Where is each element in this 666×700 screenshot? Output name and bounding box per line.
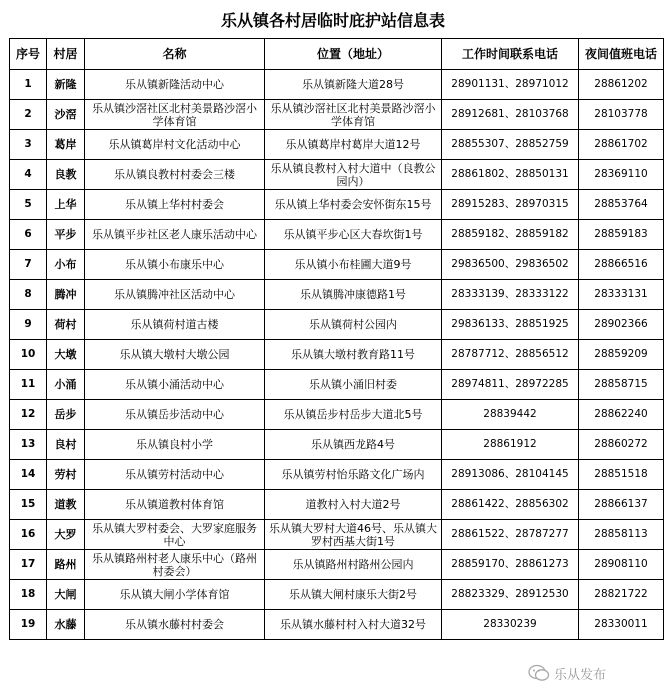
row-address: 乐从镇新隆大道28号 xyxy=(265,70,442,100)
row-no: 10 xyxy=(10,340,47,370)
row-village: 岳步 xyxy=(47,400,85,430)
row-no: 6 xyxy=(10,220,47,250)
row-name: 乐从镇葛岸村文化活动中心 xyxy=(85,130,265,160)
row-address: 乐从镇劳村怡乐路文化广场内 xyxy=(265,460,442,490)
table-row xyxy=(10,370,664,400)
row-village: 劳村 xyxy=(47,460,85,490)
row-no: 11 xyxy=(10,370,47,400)
row-name: 乐从镇大墩村大墩公园 xyxy=(85,340,265,370)
row-address: 乐从镇小涌旧村委 xyxy=(265,370,442,400)
row-name: 乐从镇沙滘社区北村美景路沙滘小学体育馆 xyxy=(85,100,265,130)
row-night-phone: 28862240 xyxy=(579,400,664,430)
row-work-phone: 28861422、28856302 xyxy=(442,490,579,520)
row-night-phone: 28853764 xyxy=(579,190,664,220)
row-address: 乐从镇大闸村康乐大街2号 xyxy=(265,580,442,610)
header-no: 序号 xyxy=(10,39,47,70)
table-row xyxy=(10,550,664,580)
table-row xyxy=(10,190,664,220)
row-no: 18 xyxy=(10,580,47,610)
row-night-phone: 28330011 xyxy=(579,610,664,640)
row-village: 大罗 xyxy=(47,520,85,550)
row-no: 16 xyxy=(10,520,47,550)
row-work-phone: 28861522、28787277 xyxy=(442,520,579,550)
row-address: 乐从镇大墩村教育路11号 xyxy=(265,340,442,370)
row-address: 乐从镇小布桂圃大道9号 xyxy=(265,250,442,280)
row-name: 乐从镇新隆活动中心 xyxy=(85,70,265,100)
table-row xyxy=(10,160,664,190)
row-night-phone: 28103778 xyxy=(579,100,664,130)
row-night-phone: 28860272 xyxy=(579,430,664,460)
row-no: 14 xyxy=(10,460,47,490)
row-work-phone: 28839442 xyxy=(442,400,579,430)
row-village: 沙滘 xyxy=(47,100,85,130)
table-row xyxy=(10,220,664,250)
row-village: 新隆 xyxy=(47,70,85,100)
row-name: 乐从镇上华村村委会 xyxy=(85,190,265,220)
row-name: 乐从镇小布康乐中心 xyxy=(85,250,265,280)
row-village: 良教 xyxy=(47,160,85,190)
table-row xyxy=(10,610,664,640)
row-work-phone: 28861912 xyxy=(442,430,579,460)
row-village: 道教 xyxy=(47,490,85,520)
row-no: 5 xyxy=(10,190,47,220)
table-row xyxy=(10,430,664,460)
row-village: 平步 xyxy=(47,220,85,250)
row-night-phone: 28902366 xyxy=(579,310,664,340)
row-night-phone: 28866137 xyxy=(579,490,664,520)
table-row xyxy=(10,70,664,100)
row-work-phone: 28861802、28850131 xyxy=(442,160,579,190)
table-row xyxy=(10,310,664,340)
row-night-phone: 28861202 xyxy=(579,70,664,100)
row-no: 4 xyxy=(10,160,47,190)
row-night-phone: 28908110 xyxy=(579,550,664,580)
table-row xyxy=(10,460,664,490)
row-name: 乐从镇岳步活动中心 xyxy=(85,400,265,430)
row-name: 乐从镇路州村老人康乐中心（路州村委会） xyxy=(85,550,265,580)
row-work-phone: 29836133、28851925 xyxy=(442,310,579,340)
row-village: 小涌 xyxy=(47,370,85,400)
watermark-text: 乐从发布 xyxy=(554,667,607,683)
row-address: 乐从镇平步心区大春坎街1号 xyxy=(265,220,442,250)
table-row xyxy=(10,580,664,610)
row-name: 乐从镇荷村道古楼 xyxy=(85,310,265,340)
table-row xyxy=(10,490,664,520)
row-name: 乐从镇小涌活动中心 xyxy=(85,370,265,400)
header-work-phone: 工作时间联系电话 xyxy=(442,39,579,70)
table-title: 乐从镇各村居临时庇护站信息表 xyxy=(220,11,445,30)
row-name: 乐从镇水藤村村委会 xyxy=(85,610,265,640)
row-village: 小布 xyxy=(47,250,85,280)
row-work-phone: 28913086、28104145 xyxy=(442,460,579,490)
row-name: 乐从镇平步社区老人康乐活动中心 xyxy=(85,220,265,250)
row-work-phone: 28855307、28852759 xyxy=(442,130,579,160)
row-address: 道教村入村大道2号 xyxy=(265,490,442,520)
row-work-phone: 29836500、29836502 xyxy=(442,250,579,280)
row-no: 15 xyxy=(10,490,47,520)
row-work-phone: 28330239 xyxy=(442,610,579,640)
header-village: 村居 xyxy=(47,39,85,70)
row-name: 乐从镇劳村活动中心 xyxy=(85,460,265,490)
row-no: 3 xyxy=(10,130,47,160)
row-work-phone: 28859170、28861273 xyxy=(442,550,579,580)
row-work-phone: 28787712、28856512 xyxy=(442,340,579,370)
row-no: 7 xyxy=(10,250,47,280)
table-row xyxy=(10,400,664,430)
table-row xyxy=(10,340,664,370)
watermark xyxy=(528,660,663,686)
row-work-phone: 28915283、28970315 xyxy=(442,190,579,220)
row-village: 大闸 xyxy=(47,580,85,610)
row-night-phone: 28333131 xyxy=(579,280,664,310)
wechat-logo-icon xyxy=(528,664,550,682)
row-name: 乐从镇良村小学 xyxy=(85,430,265,460)
row-address: 乐从镇沙滘社区北村美景路沙滘小学体育馆 xyxy=(265,100,442,130)
row-village: 路州 xyxy=(47,550,85,580)
shelter-info-table xyxy=(9,38,664,640)
row-address: 乐从镇荷村公园内 xyxy=(265,310,442,340)
row-no: 8 xyxy=(10,280,47,310)
row-village: 腾冲 xyxy=(47,280,85,310)
row-night-phone: 28859183 xyxy=(579,220,664,250)
row-no: 1 xyxy=(10,70,47,100)
row-night-phone: 28821722 xyxy=(579,580,664,610)
row-name: 乐从镇良教村村委会三楼 xyxy=(85,160,265,190)
row-night-phone: 28369110 xyxy=(579,160,664,190)
row-name: 乐从镇大罗村委会、大罗家庭服务中心 xyxy=(85,520,265,550)
row-night-phone: 28866516 xyxy=(579,250,664,280)
row-village: 水藤 xyxy=(47,610,85,640)
row-work-phone: 28912681、28103768 xyxy=(442,100,579,130)
row-address: 乐从镇岳步村岳步大道北5号 xyxy=(265,400,442,430)
row-village: 荷村 xyxy=(47,310,85,340)
row-address: 乐从镇水藤村村入村大道32号 xyxy=(265,610,442,640)
row-address: 乐从镇西龙路4号 xyxy=(265,430,442,460)
row-no: 17 xyxy=(10,550,47,580)
row-address: 乐从镇良教村入村大道中（良教公园内） xyxy=(265,160,442,190)
table-row xyxy=(10,130,664,160)
row-village: 大墩 xyxy=(47,340,85,370)
table-row xyxy=(10,280,664,310)
table-row xyxy=(10,250,664,280)
row-night-phone: 28859209 xyxy=(579,340,664,370)
row-village: 上华 xyxy=(47,190,85,220)
row-address: 乐从镇路州村路州公园内 xyxy=(265,550,442,580)
row-address: 乐从镇大罗村大道46号、乐从镇大罗村西基大街1号 xyxy=(265,520,442,550)
header-address: 位置（地址） xyxy=(265,39,442,70)
row-work-phone: 28333139、28333122 xyxy=(442,280,579,310)
row-village: 良村 xyxy=(47,430,85,460)
row-night-phone: 28858113 xyxy=(579,520,664,550)
row-night-phone: 28851518 xyxy=(579,460,664,490)
row-no: 19 xyxy=(10,610,47,640)
row-no: 13 xyxy=(10,430,47,460)
row-night-phone: 28861702 xyxy=(579,130,664,160)
row-no: 12 xyxy=(10,400,47,430)
header-row xyxy=(10,39,664,70)
row-work-phone: 28901131、28971012 xyxy=(442,70,579,100)
row-address: 乐从镇葛岸村葛岸大道12号 xyxy=(265,130,442,160)
row-night-phone: 28858715 xyxy=(579,370,664,400)
row-name: 乐从镇腾冲社区活动中心 xyxy=(85,280,265,310)
row-work-phone: 28859182、28859182 xyxy=(442,220,579,250)
row-name: 乐从镇大闸小学体育馆 xyxy=(85,580,265,610)
row-name: 乐从镇道教村体育馆 xyxy=(85,490,265,520)
table-row xyxy=(10,520,664,550)
row-work-phone: 28823329、28912530 xyxy=(442,580,579,610)
row-no: 9 xyxy=(10,310,47,340)
row-address: 乐从镇腾冲康德路1号 xyxy=(265,280,442,310)
header-name: 名称 xyxy=(85,39,265,70)
row-work-phone: 28974811、28972285 xyxy=(442,370,579,400)
row-address: 乐从镇上华村委会安怀街东15号 xyxy=(265,190,442,220)
table-row xyxy=(10,100,664,130)
row-village: 葛岸 xyxy=(47,130,85,160)
row-no: 2 xyxy=(10,100,47,130)
header-night-phone: 夜间值班电话 xyxy=(579,39,664,70)
